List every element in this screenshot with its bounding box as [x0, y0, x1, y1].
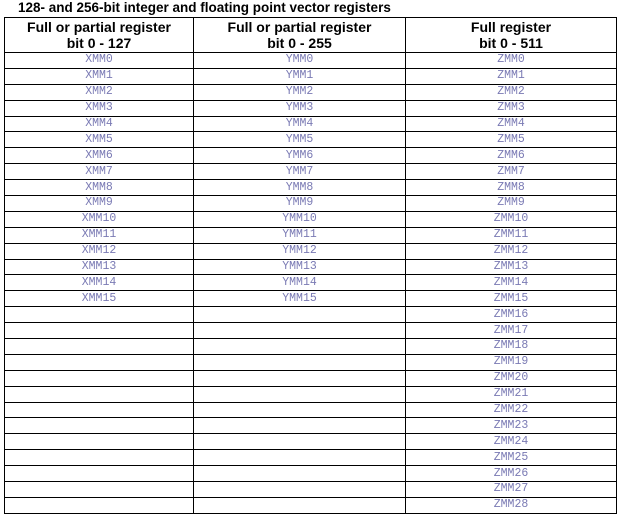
ymm-cell: [194, 370, 406, 386]
ymm-cell: YMM15: [194, 291, 406, 307]
xmm-cell: [5, 482, 194, 498]
table-row: [5, 291, 617, 307]
table-row: [5, 227, 617, 243]
zmm-cell: ZMM19: [406, 354, 617, 370]
zmm-cell: ZMM10: [406, 211, 617, 227]
zmm-cell: ZMM23: [406, 418, 617, 434]
table-row: [5, 275, 617, 291]
table-row: [5, 418, 617, 434]
header-zmm-line2: bit 0 - 511: [479, 35, 543, 51]
zmm-cell: ZMM18: [406, 339, 617, 355]
xmm-cell: XMM3: [5, 100, 194, 116]
zmm-cell: ZMM26: [406, 466, 617, 482]
header-xmm: [5, 18, 194, 53]
xmm-cell: [5, 354, 194, 370]
xmm-cell: [5, 402, 194, 418]
header-zmm-line1: Full register: [470, 19, 552, 35]
table-row: [5, 100, 617, 116]
zmm-cell: ZMM7: [406, 164, 617, 180]
zmm-cell: ZMM3: [406, 100, 617, 116]
ymm-cell: YMM7: [194, 164, 406, 180]
ymm-cell: YMM4: [194, 116, 406, 132]
xmm-cell: XMM15: [5, 291, 194, 307]
xmm-cell: [5, 307, 194, 323]
header-ymm-line1: Full or partial register: [227, 19, 372, 35]
table-row: [5, 243, 617, 259]
ymm-cell: [194, 323, 406, 339]
table-header-row: [5, 18, 617, 53]
xmm-cell: XMM8: [5, 180, 194, 196]
zmm-cell: ZMM22: [406, 402, 617, 418]
xmm-cell: [5, 466, 194, 482]
zmm-cell: ZMM12: [406, 243, 617, 259]
ymm-cell: [194, 466, 406, 482]
ymm-cell: [194, 339, 406, 355]
zmm-cell: ZMM21: [406, 386, 617, 402]
table-row: [5, 259, 617, 275]
header-xmm-line2: bit 0 - 127: [66, 35, 132, 51]
table-row: [5, 164, 617, 180]
xmm-cell: [5, 323, 194, 339]
table-row: [5, 211, 617, 227]
xmm-cell: [5, 418, 194, 434]
xmm-cell: XMM7: [5, 164, 194, 180]
xmm-cell: [5, 497, 194, 513]
header-ymm-line2: bit 0 - 255: [267, 35, 332, 51]
table-row: [5, 132, 617, 148]
zmm-cell: ZMM28: [406, 497, 617, 513]
xmm-cell: XMM13: [5, 259, 194, 275]
zmm-cell: ZMM14: [406, 275, 617, 291]
table-row: [5, 180, 617, 196]
zmm-cell: ZMM13: [406, 259, 617, 275]
xmm-cell: XMM6: [5, 148, 194, 164]
ymm-cell: [194, 402, 406, 418]
xmm-cell: [5, 386, 194, 402]
ymm-cell: YMM9: [194, 196, 406, 212]
ymm-cell: YMM14: [194, 275, 406, 291]
xmm-cell: XMM10: [5, 211, 194, 227]
table-row: [5, 482, 617, 498]
table-row: [5, 354, 617, 370]
table-row: [5, 386, 617, 402]
zmm-cell: ZMM6: [406, 148, 617, 164]
zmm-cell: ZMM2: [406, 84, 617, 100]
header-zmm: [406, 18, 617, 53]
zmm-cell: ZMM25: [406, 450, 617, 466]
ymm-cell: [194, 418, 406, 434]
zmm-cell: ZMM5: [406, 132, 617, 148]
page-title: 128- and 256-bit integer and floating point vector registers: [18, 0, 391, 15]
ymm-cell: [194, 434, 406, 450]
ymm-cell: YMM11: [194, 227, 406, 243]
ymm-cell: [194, 497, 406, 513]
zmm-cell: ZMM24: [406, 434, 617, 450]
table-row: [5, 68, 617, 84]
ymm-cell: YMM8: [194, 180, 406, 196]
xmm-cell: [5, 450, 194, 466]
zmm-cell: ZMM15: [406, 291, 617, 307]
table-row: [5, 148, 617, 164]
ymm-cell: YMM2: [194, 84, 406, 100]
xmm-cell: XMM0: [5, 53, 194, 69]
xmm-cell: [5, 434, 194, 450]
header-ymm: [194, 18, 406, 53]
zmm-cell: ZMM16: [406, 307, 617, 323]
ymm-cell: [194, 450, 406, 466]
zmm-cell: ZMM27: [406, 482, 617, 498]
table-row: [5, 84, 617, 100]
table-row: [5, 402, 617, 418]
register-table: [4, 17, 617, 514]
ymm-cell: YMM6: [194, 148, 406, 164]
table-row: [5, 370, 617, 386]
ymm-cell: YMM0: [194, 53, 406, 69]
register-table-body: [5, 53, 617, 514]
xmm-cell: XMM14: [5, 275, 194, 291]
zmm-cell: ZMM9: [406, 196, 617, 212]
zmm-cell: ZMM0: [406, 53, 617, 69]
header-xmm-line1: Full or partial register: [27, 19, 171, 35]
ymm-cell: YMM1: [194, 68, 406, 84]
table-row: [5, 307, 617, 323]
table-row: [5, 196, 617, 212]
ymm-cell: YMM10: [194, 211, 406, 227]
ymm-cell: [194, 386, 406, 402]
xmm-cell: XMM9: [5, 196, 194, 212]
table-row: [5, 450, 617, 466]
zmm-cell: ZMM20: [406, 370, 617, 386]
zmm-cell: ZMM4: [406, 116, 617, 132]
ymm-cell: [194, 482, 406, 498]
table-row: [5, 434, 617, 450]
table-row: [5, 53, 617, 69]
zmm-cell: ZMM8: [406, 180, 617, 196]
xmm-cell: [5, 339, 194, 355]
table-row: [5, 497, 617, 513]
xmm-cell: XMM2: [5, 84, 194, 100]
xmm-cell: XMM4: [5, 116, 194, 132]
xmm-cell: XMM11: [5, 227, 194, 243]
zmm-cell: ZMM17: [406, 323, 617, 339]
ymm-cell: [194, 354, 406, 370]
table-row: [5, 116, 617, 132]
ymm-cell: YMM12: [194, 243, 406, 259]
zmm-cell: ZMM1: [406, 68, 617, 84]
table-row: [5, 466, 617, 482]
xmm-cell: [5, 370, 194, 386]
zmm-cell: ZMM11: [406, 227, 617, 243]
ymm-cell: [194, 307, 406, 323]
ymm-cell: YMM5: [194, 132, 406, 148]
table-row: [5, 323, 617, 339]
xmm-cell: XMM5: [5, 132, 194, 148]
ymm-cell: YMM3: [194, 100, 406, 116]
table-row: [5, 339, 617, 355]
xmm-cell: XMM12: [5, 243, 194, 259]
ymm-cell: YMM13: [194, 259, 406, 275]
xmm-cell: XMM1: [5, 68, 194, 84]
